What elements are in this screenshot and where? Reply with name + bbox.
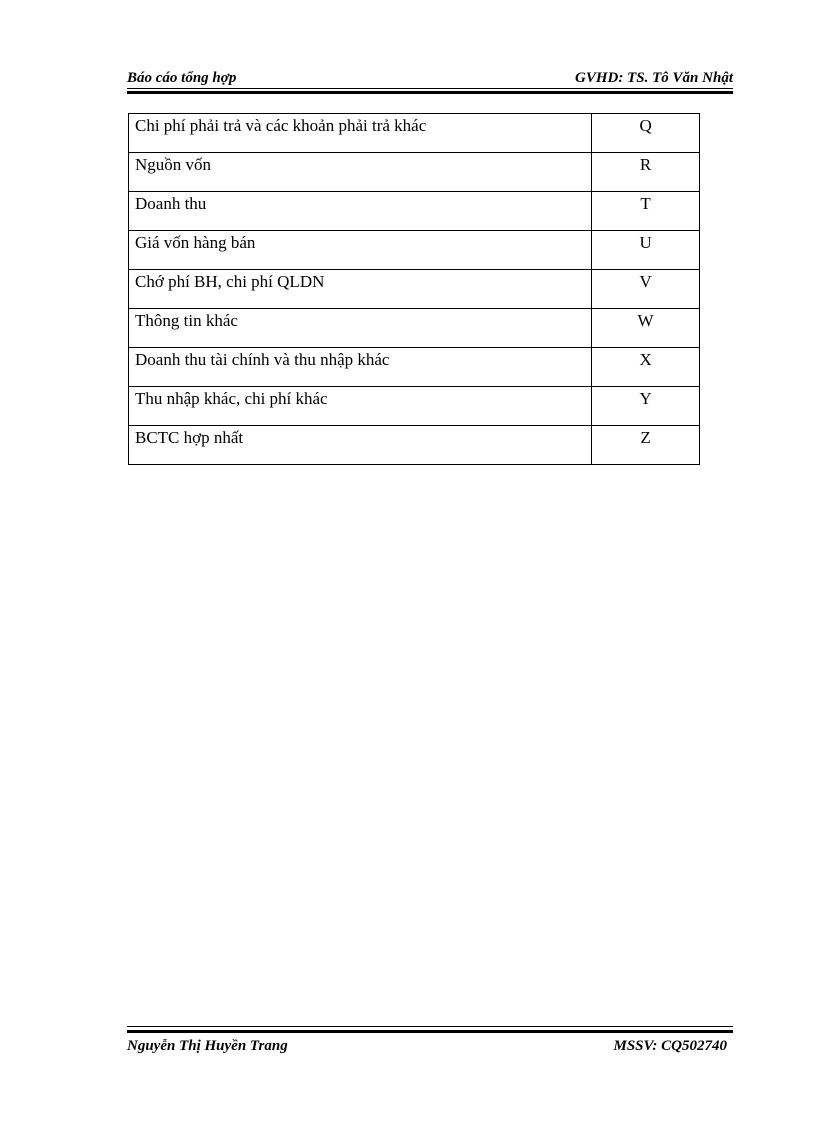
account-name-cell: Doanh thu (129, 192, 592, 231)
account-name-cell: Doanh thu tài chính và thu nhập khác (129, 348, 592, 387)
table-row (129, 309, 700, 348)
account-code-table (128, 113, 700, 465)
table-row (129, 426, 700, 465)
account-name-cell: Thông tin khác (129, 309, 592, 348)
account-code-cell: W (592, 309, 700, 348)
account-code-cell: T (592, 192, 700, 231)
header-supervisor: GVHD: TS. Tô Văn Nhật (575, 70, 733, 86)
footer-student-id: MSSV: CQ502740 (613, 1038, 727, 1054)
footer-divider-thick (127, 1030, 733, 1033)
footer-author: Nguyễn Thị Huyền Trang (127, 1038, 288, 1054)
page-footer (127, 1038, 733, 1060)
account-code-cell: Z (592, 426, 700, 465)
table-row (129, 231, 700, 270)
header-divider (127, 88, 733, 94)
account-name-cell: Nguồn vốn (129, 153, 592, 192)
table-row (129, 192, 700, 231)
account-name-cell: Chi phí phải trả và các khoản phải trả khác (129, 114, 592, 153)
table-row (129, 348, 700, 387)
table-row (129, 114, 700, 153)
header-report-title: Báo cáo tổng hợp (127, 70, 237, 86)
table-row (129, 387, 700, 426)
account-code-cell: Q (592, 114, 700, 153)
account-name-cell: Chớ phí BH, chi phí QLDN (129, 270, 592, 309)
account-code-cell: U (592, 231, 700, 270)
account-name-cell: Giá vốn hàng bán (129, 231, 592, 270)
table-row (129, 270, 700, 309)
table-row (129, 153, 700, 192)
account-code-cell: Y (592, 387, 700, 426)
account-code-cell: V (592, 270, 700, 309)
account-name-cell: Thu nhập khác, chi phí khác (129, 387, 592, 426)
footer-divider-thin (127, 1026, 733, 1027)
account-code-cell: R (592, 153, 700, 192)
page-header (127, 68, 733, 90)
account-code-cell: X (592, 348, 700, 387)
account-name-cell: BCTC hợp nhất (129, 426, 592, 465)
